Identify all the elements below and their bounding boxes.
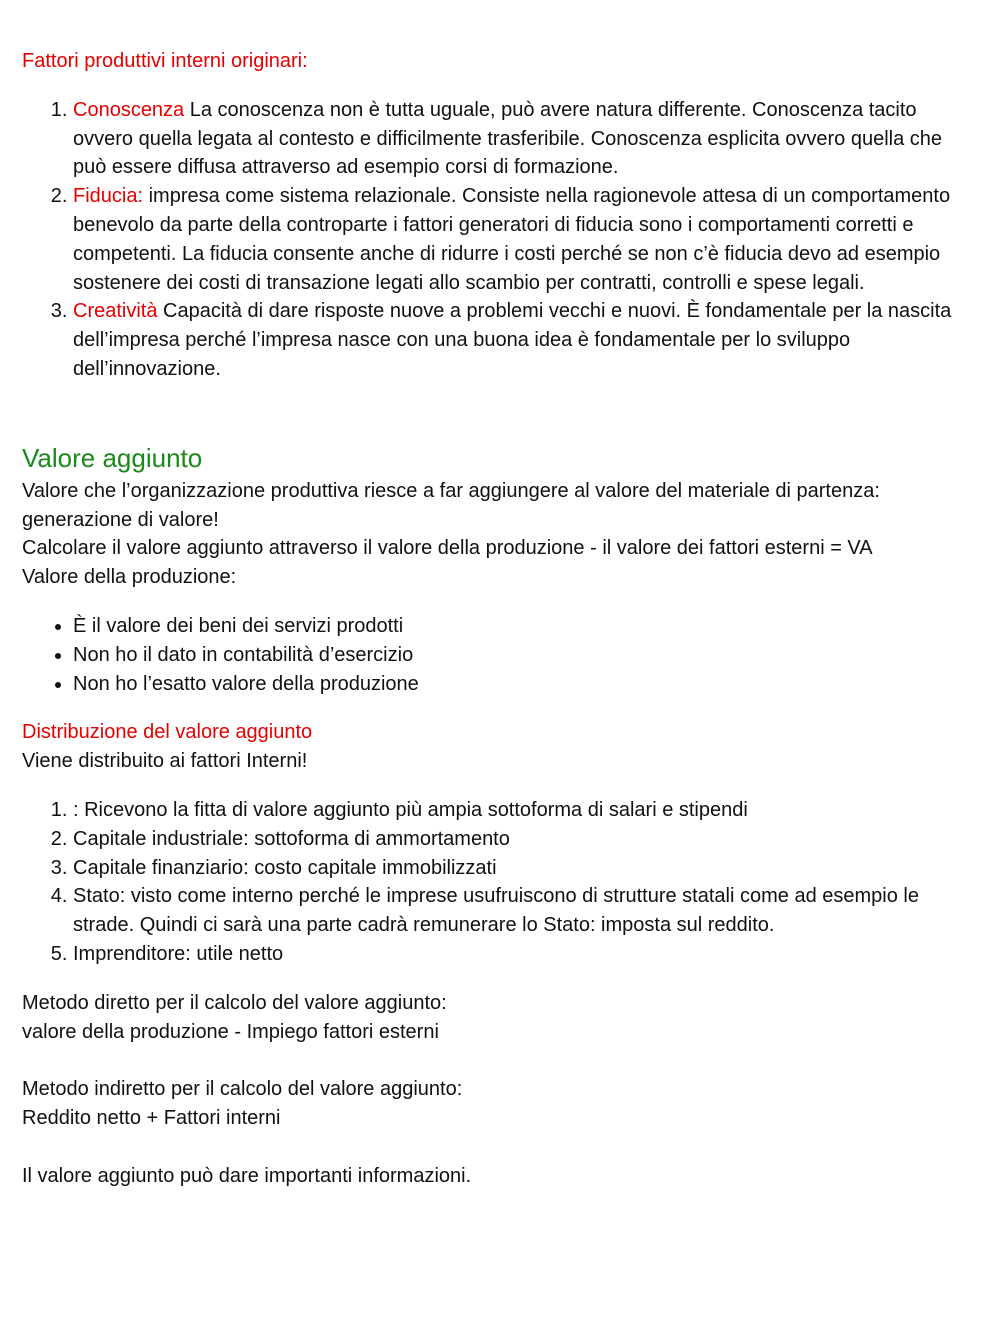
- list-item: 5. Imprenditore: utile netto: [73, 940, 980, 969]
- item-text: impresa come sistema relazionale. Consiste nella ragionevole attesa di un comportamento benevolo da parte della controparte i fattori generatori di fiducia sono i comportamenti corretti e competenti. La fiducia consente anche di ridurre i costi perché se non c’è fiducia devo ad esempio sostenere dei costi di transazione legati allo scambio per contratti, controlli e spese legali.: [73, 185, 951, 294]
- list-item: • È il valore dei beni dei servizi prodotti: [73, 612, 980, 641]
- list-item: 2. Capitale industriale: sottoforma di ammortamento: [73, 825, 980, 854]
- list-item: 3. Capitale finanziario: costo capitale immobilizzati: [73, 854, 980, 883]
- list-item: • Non ho il dato in contabilità d’esercizio: [73, 641, 980, 670]
- item-text: La conoscenza non è tutta uguale, può avere natura differente. Conoscenza tacito ovvero quella legata al contesto e difficilmente trasferibile. Conoscenza esplicita ovvero quella che può essere diffusa attraverso ad esempio corsi di formazione.: [73, 98, 943, 179]
- document-page: [22, 47, 980, 1191]
- closing-paragraph: Il valore aggiunto può dare importanti informazioni.: [22, 1164, 472, 1187]
- intro-paragraph: Valore che l’organizzazione produttiva riesce a far aggiungere al valore del materiale di partenza: generazione di valore!: [22, 479, 880, 531]
- list-item: [73, 182, 980, 297]
- calc-paragraph: Calcolare il valore aggiunto attraverso il valore della produzione - il valore dei fattori esterni = VA: [22, 537, 873, 560]
- list-item: • Non ho l’esatto valore della produzione: [73, 670, 980, 699]
- list-item: [73, 96, 980, 182]
- distribution-intro: Viene distribuito ai fattori Interni!: [22, 750, 308, 773]
- direct-method-label: Metodo diretto per il calcolo del valore aggiunto:: [22, 991, 447, 1014]
- section-title-valore-aggiunto: Valore aggiunto: [22, 442, 203, 473]
- production-bullets: [22, 612, 980, 698]
- list-item: [73, 297, 980, 383]
- fattori-list: [22, 96, 980, 384]
- production-label: Valore della produzione:: [22, 566, 237, 589]
- term-conoscenza: Conoscenza: [73, 98, 185, 121]
- term-fiducia: Fiducia:: [73, 185, 144, 208]
- section-heading-fattori: Fattori produttivi interni originari:: [22, 50, 308, 72]
- item-text: Capacità di dare risposte nuove a problemi vecchi e nuovi. È fondamentale per la nascita dell’impresa perché l’impresa nasce con una buona idea è fondamentale per lo sviluppo dell’innovazione.: [73, 300, 952, 380]
- direct-method-formula: valore della produzione - Impiego fattori esterni: [22, 1020, 439, 1043]
- list-item: 1. : Ricevono la fitta di valore aggiunto più ampia sottoforma di salari e stipendi: [73, 796, 980, 825]
- section-heading-distribuzione: Distribuzione del valore aggiunto: [22, 721, 313, 744]
- list-item: 4. Stato: visto come interno perché le imprese usufruiscono di strutture statali come ad esempio le strade. Quindi ci sarà una parte cadrà remunerare lo Stato: imposta sul reddito.: [73, 882, 980, 940]
- indirect-method-label: Metodo indiretto per il calcolo del valore aggiunto:: [22, 1078, 463, 1101]
- term-creativita: Creatività: [73, 300, 158, 323]
- distribution-list: [22, 796, 980, 969]
- indirect-method-formula: Reddito netto + Fattori interni: [22, 1107, 281, 1130]
